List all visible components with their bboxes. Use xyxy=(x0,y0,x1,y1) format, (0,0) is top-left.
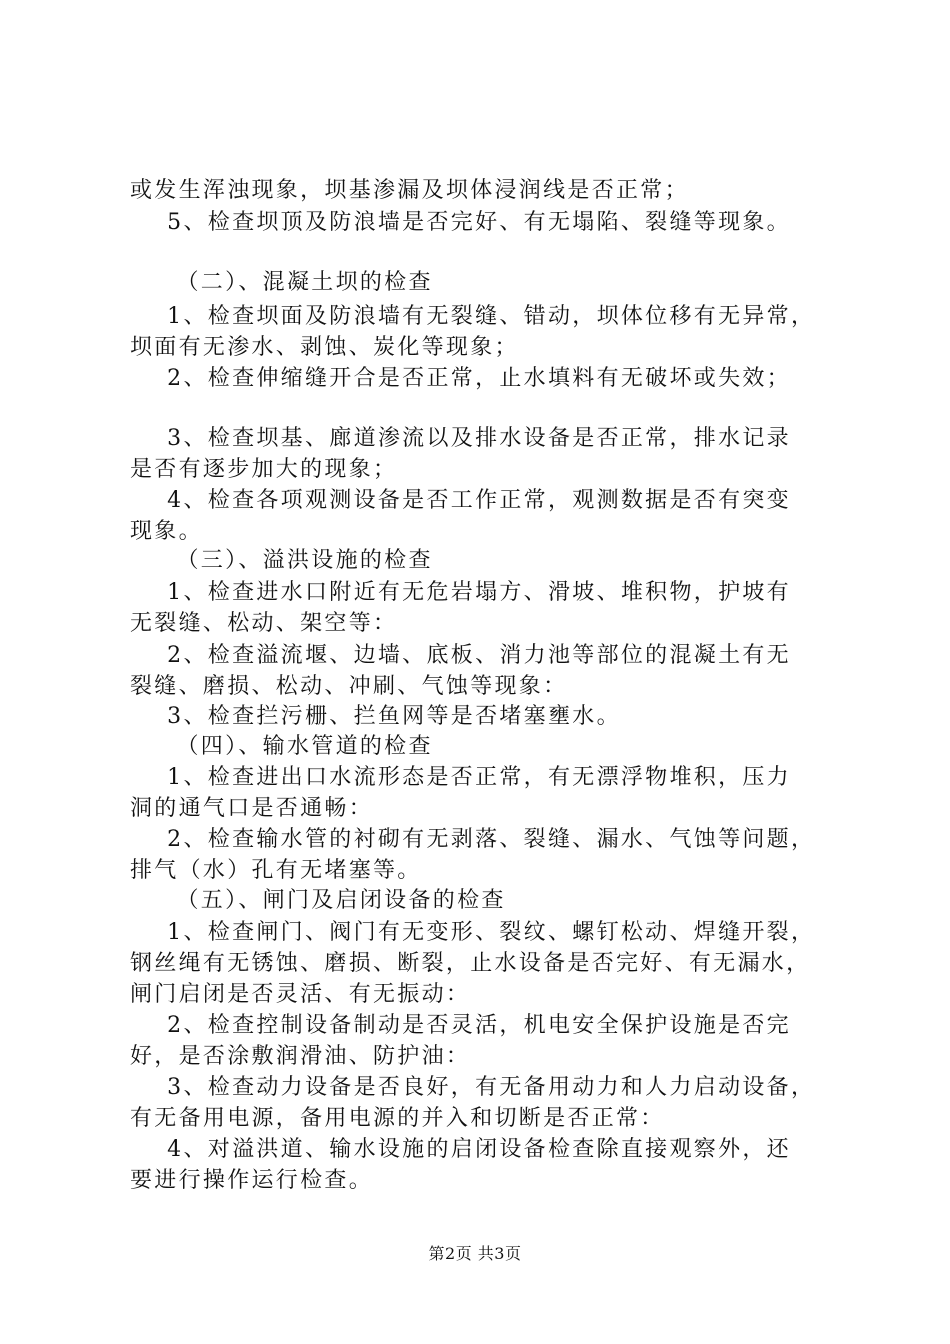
body-line: 钢丝绳有无锈蚀、磨损、断裂，止水设备是否完好、有无漏水， xyxy=(130,951,811,976)
body-line: 排气（水）孔有无堵塞等。 xyxy=(130,858,422,883)
body-line: 洞的通气口是否通畅： xyxy=(130,796,374,821)
body-line: 3、检查坝基、廊道渗流以及排水设备是否正常，排水记录 xyxy=(130,426,791,451)
section-heading: （四）、输水管道的检查 xyxy=(130,734,433,759)
body-line: 1、检查闸门、阀门有无变形、裂纹、螺钉松动、焊缝开裂， xyxy=(130,920,816,945)
body-line: 1、检查进出口水流形态是否正常，有无漂浮物堆积，压力 xyxy=(130,765,791,790)
page-number-footer: 第2页 共3页 xyxy=(428,1244,522,1263)
body-line: 要进行操作运行检查。 xyxy=(130,1168,374,1193)
body-line: 5、检查坝顶及防浪墙是否完好、有无塌陷、裂缝等现象。 xyxy=(130,210,791,235)
body-line: 现象。 xyxy=(130,519,203,544)
body-line: 4、检查各项观测设备是否工作正常，观测数据是否有突变 xyxy=(130,488,791,513)
body-line: 或发生浑浊现象，坝基渗漏及坝体浸润线是否正常； xyxy=(130,178,689,203)
section-heading: （二）、混凝土坝的检查 xyxy=(130,270,433,295)
body-line: 闸门启闭是否灵活、有无振动： xyxy=(130,982,471,1007)
section-heading: （五）、闸门及启闭设备的检查 xyxy=(130,888,506,913)
body-line: 3、检查拦污栅、拦鱼网等是否堵塞壅水。 xyxy=(130,704,621,729)
body-line: 是否有逐步加大的现象； xyxy=(130,457,398,482)
body-line: 无裂缝、松动、架空等： xyxy=(130,611,398,636)
body-line: 3、检查动力设备是否良好，有无备用动力和人力启动设备， xyxy=(130,1075,816,1100)
body-line: 2、检查伸缩缝开合是否正常，止水填料有无破坏或失效； xyxy=(130,366,791,391)
section-heading: （三）、溢洪设施的检查 xyxy=(130,548,433,573)
body-line: 2、检查控制设备制动是否灵活，机电安全保护设施是否完 xyxy=(130,1013,791,1038)
body-line: 裂缝、磨损、松动、冲刷、气蚀等现象： xyxy=(130,674,568,699)
body-line: 2、检查输水管的衬砌有无剥落、裂缝、漏水、气蚀等问题， xyxy=(130,827,816,852)
body-line: 2、检查溢流堰、边墙、底板、消力池等部位的混凝土有无 xyxy=(130,643,791,668)
body-line: 坝面有无渗水、剥蚀、炭化等现象； xyxy=(130,335,519,360)
body-line: 1、检查坝面及防浪墙有无裂缝、错动，坝体位移有无异常， xyxy=(130,304,816,329)
body-line: 1、检查进水口附近有无危岩塌方、滑坡、堆积物，护坡有 xyxy=(130,580,791,605)
body-line: 有无备用电源，备用电源的并入和切断是否正常： xyxy=(130,1106,665,1131)
body-line: 4、对溢洪道、输水设施的启闭设备检查除直接观察外，还 xyxy=(130,1137,791,1162)
body-line: 好，是否涂敷润滑油、防护油： xyxy=(130,1044,471,1069)
